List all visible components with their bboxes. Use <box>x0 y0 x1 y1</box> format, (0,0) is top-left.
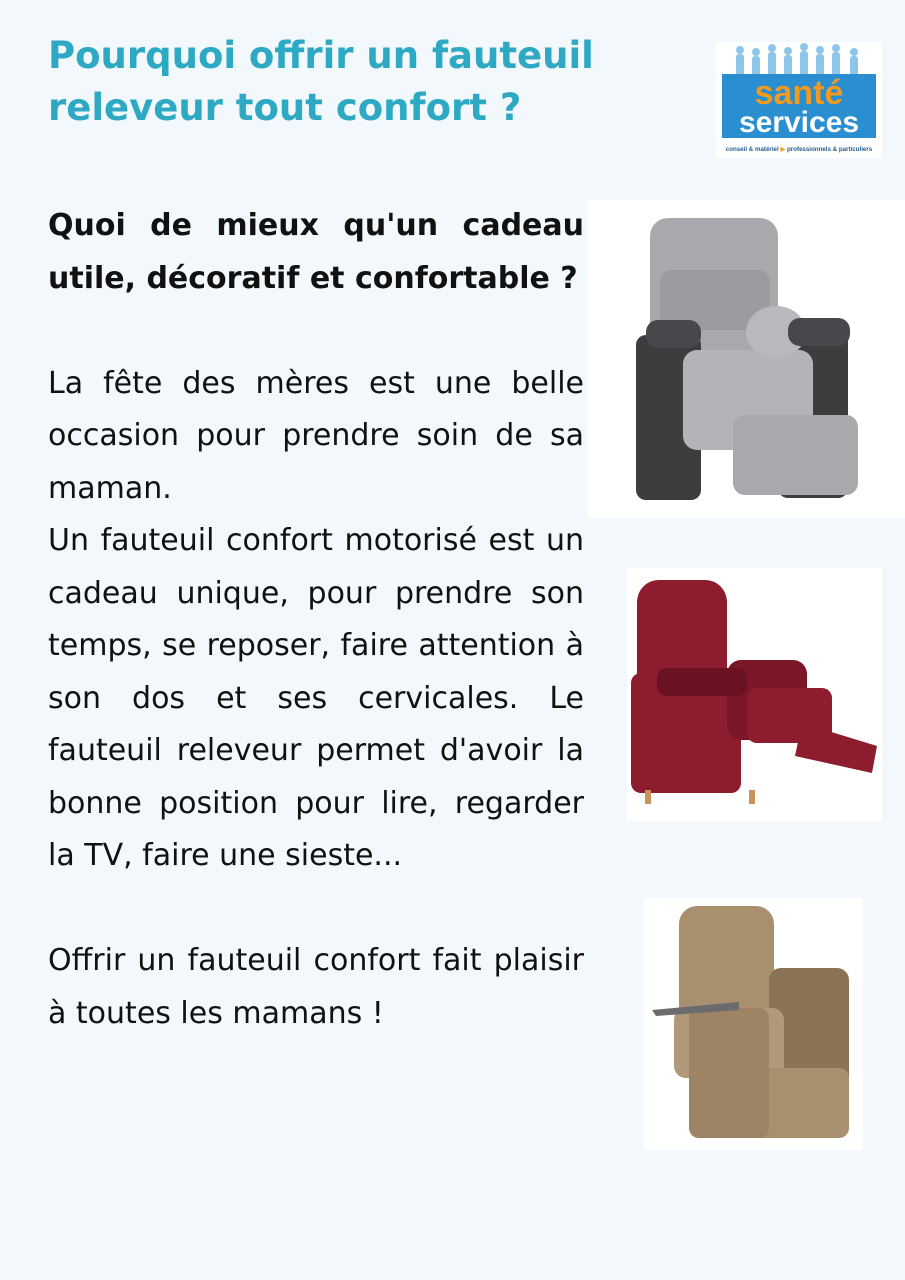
logo-line2: services <box>738 106 860 139</box>
beige-lift-chair-image <box>644 898 863 1150</box>
grey-armchair-image <box>588 200 905 518</box>
logo-caption-right: professionnels & particuliers <box>786 146 873 153</box>
article-body <box>48 200 584 1040</box>
paragraph-3: Offrir un fauteuil confort fait plaisir à toutes les mamans ! <box>48 943 584 1031</box>
arrow-icon: ▶ <box>780 146 786 153</box>
logo-caption <box>716 146 882 153</box>
logo-caption-left: conseil & matériel <box>725 146 779 153</box>
logo-graphic <box>716 42 882 146</box>
sante-services-logo <box>716 42 882 158</box>
people-silhouettes-icon <box>736 43 858 76</box>
paragraph-2: Un fauteuil confort motorisé est un cadeau unique, pour prendre son temps, se reposer, faire attention à son dos et ses cervicales. Le fauteuil releveur permet d'avoir la bonne position pour lire, regarder la TV, faire une sieste... <box>48 523 584 873</box>
paragraph-1: La fête des mères est une belle occasion pour prendre soin de sa maman. <box>48 365 584 506</box>
logo-line1: santé <box>754 74 844 112</box>
page-title: Pourquoi offrir un fauteuil releveur tout confort ? <box>48 34 594 129</box>
lead-question: Quoi de mieux qu'un cadeau utile, décoratif et confortable ? <box>48 208 584 296</box>
red-recliner-image <box>627 568 882 821</box>
